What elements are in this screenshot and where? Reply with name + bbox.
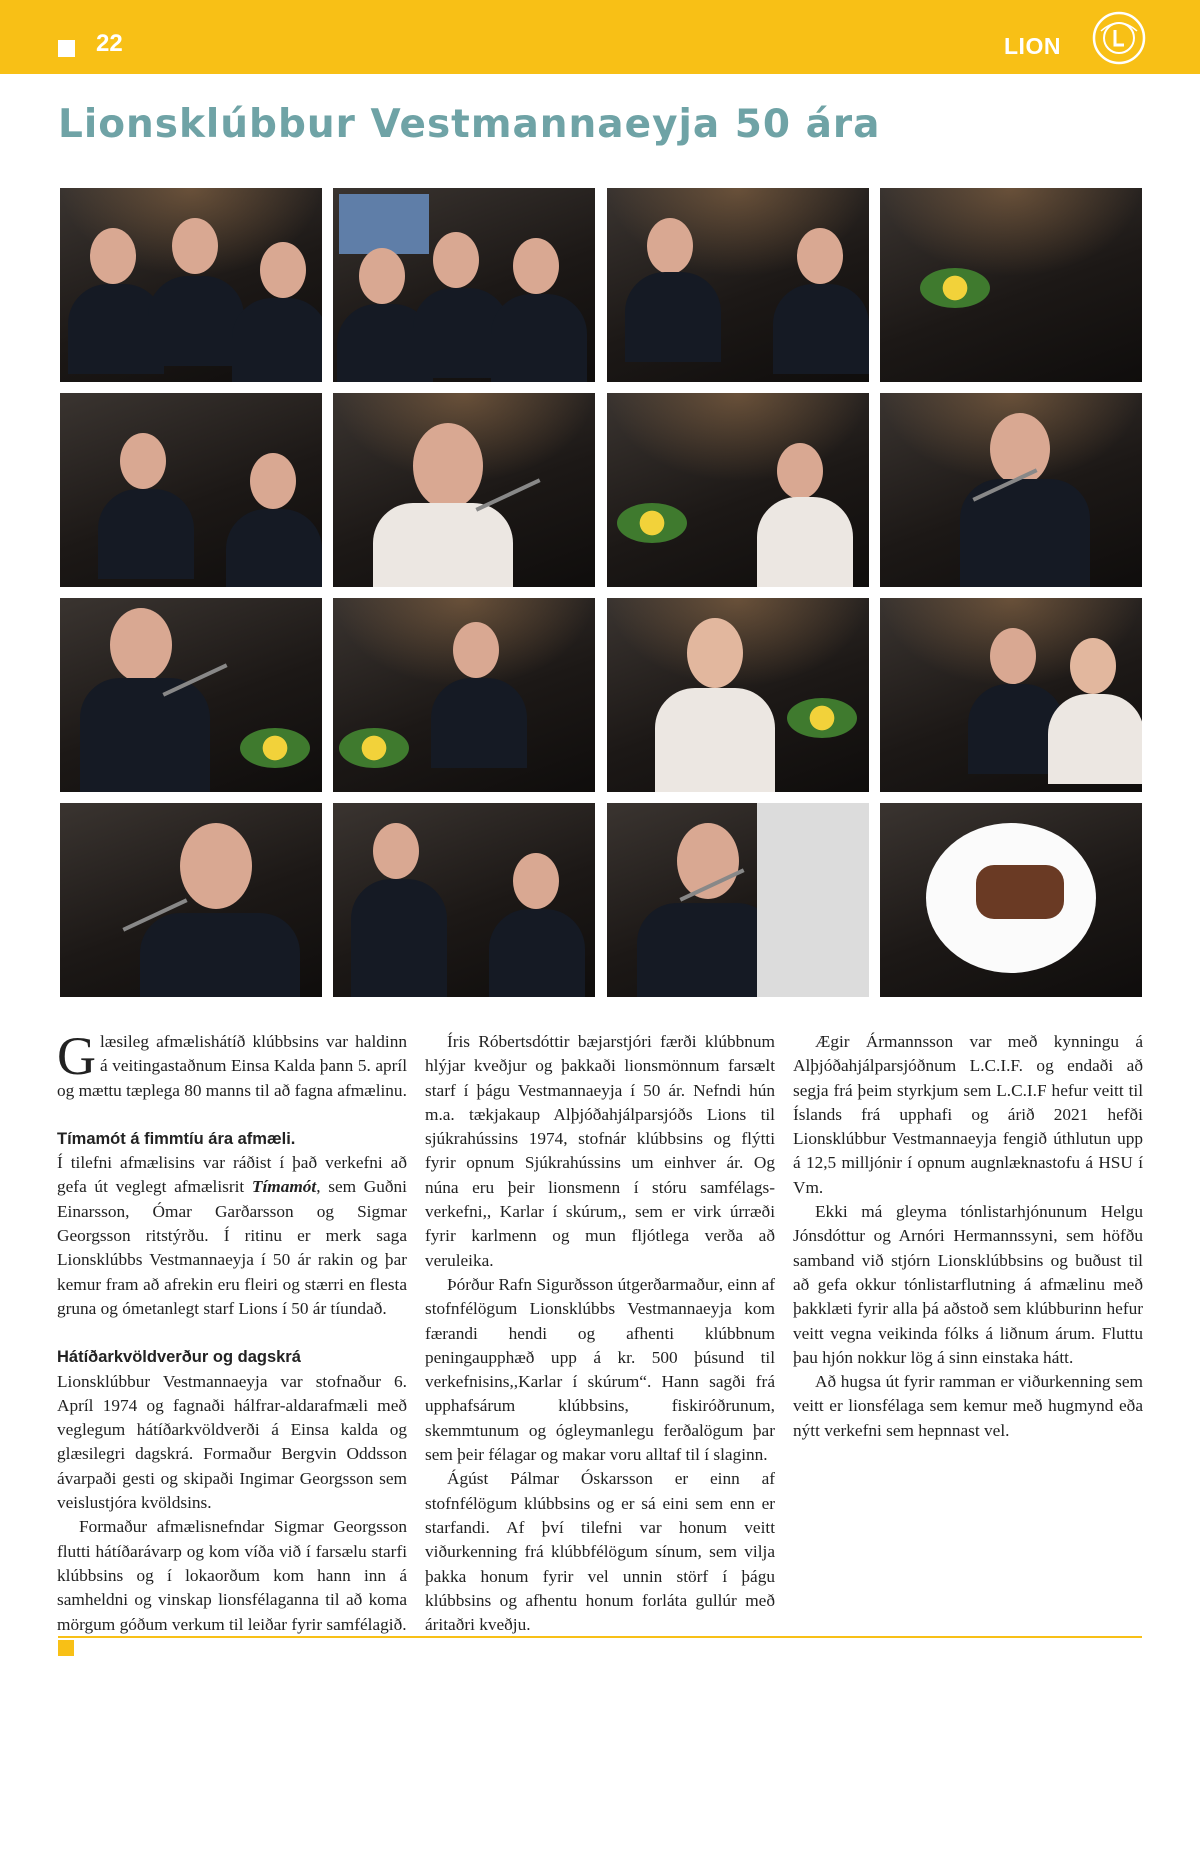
music-paragraph: Ekki má gleyma tónlistarhjónunum Helgu Jónsdóttur og Arnóri Hermannssyni, sem höfðu samband við stjórn Lionsklúbbsins og buðust til að gefa okkur tónlistarflutning á afmælinu með þakklæti fyrir alla þá aðstoð sem klúbburinn hefur veitt vegna veikinda fólks á liðnum árum. Fluttu þau hjón nokkur lög á sinn einstaka hátt.: [793, 1202, 1143, 1367]
photo-guests-seated: [60, 393, 322, 587]
page-number: 22: [96, 30, 123, 57]
lions-club-logo-icon: [1092, 11, 1146, 65]
header-square-icon: [58, 40, 75, 57]
photo-food-plate: [880, 803, 1142, 997]
intro-paragraph: [57, 1026, 407, 1103]
footer-square-icon: [58, 1640, 74, 1656]
photo-speaker-glasses: [60, 598, 322, 792]
mayor-paragraph: Íris Róbertsdóttir bæjarstjóri færði klúbbnum hlýjar kveðjur og þakkaði lionsmönnum farsælt starf í þágu Vestmannaeyja í 50 ár. Nefndi hún m.a. tækjakaup Alþjóðahjálparsjóðs Lions til sjúkrahússins 1974, stofnár klúbbsins og flýtti fyrir opnum Sjúkrahússins um einhver ár. Og núna eru þeir lionsmenn í stóru samfélags-verkefni,, Karlar í skúrum,, sem er virk úrræði fyrir karlmenn og mun fljótlega verða að veruleika.: [425, 1032, 775, 1270]
award-paragraph: Að hugsa út fyrir ramman er viðurkenning sem veitt er lionsfélaga sem kemur með hugmynd eða nýtt verkefni sem hepnnast vel.: [793, 1372, 1143, 1440]
article-title: Lionsklúbbur Vestmannaeyja 50 ára: [58, 102, 881, 147]
section2-paragraph-2: Formaður afmælisnefndar Sigmar Georgsson flutti hátíðarávarp og kom víða við í farsælu starfi klúbbsins og í lokaorðum kom hann inn á samheldni og vinskap lionsfélaganna til að koma mörgum góðum verkum til leiðar fyrir samfélagið.: [57, 1517, 407, 1634]
photo-chef-at-podium: [607, 393, 869, 587]
photo-men-at-dinner: [333, 188, 595, 382]
founder-paragraph: Ágúst Pálmar Óskarsson er einn af stofnfélögum klúbbsins og er sá eini sem enn er starfandi. Af því tilefni var honum veitt viðurkenning frá klúbbfélögum sínum, sem vilja þakka honum fyrir vel unnin störf í þágu klúbbsins og afhentu honum forláta gullúr með áritaðri kveðju.: [425, 1469, 775, 1635]
section-heading-milestones: Tímamót á fimmtíu ára afmæli.: [57, 1129, 296, 1148]
magazine-brand: LION: [1004, 33, 1061, 59]
photo-long-table: [607, 188, 869, 382]
photo-presentation: [880, 598, 1142, 792]
book-title: Tímamót: [251, 1177, 317, 1197]
photo-grid: [60, 188, 1142, 1000]
photo-guests-table: [60, 188, 322, 382]
donation-paragraph: Þórður Rafn Sigurðsson útgerðarmaður, einn af stofnfélögum Lionsklúbbs Vestmannaeyja kom færandi hendi og afhenti klúbbnum peningaupphæð upp á kr. 500 þúsund til verkefnisins,,Karlar í skúrum“. Hann sagði frá upphafsárum klúbbsins, fiskiróðrunum, skemmtunum og ógleymanlegu ferðalögum þar sem þeir félagar og makar voru alltaf til í slaginn.: [425, 1274, 775, 1465]
photo-man-with-picture: [607, 803, 869, 997]
article-column-3: [793, 1030, 1143, 1443]
photo-speaker-tie: [880, 393, 1142, 587]
drop-cap: G: [57, 1026, 96, 1086]
article-column-1: [57, 1026, 407, 1875]
photo-dining-hall: [880, 188, 1142, 382]
lcif-paragraph: Ægir Ármannsson var með kynningu á Alþjóðahjálparsjóðnum L.C.I.F. og endaði að segja frá þeim styrkjum sem L.C.I.F hefur veitt til Íslands frá upphafi og árið 2021 hefði Lionsklúbbur Vestmannaeyja fengið úthlutun upp á 12,5 milljónir í opnum augnlæknastofu á HSU í Vm.: [793, 1032, 1143, 1197]
page-header: [0, 0, 1200, 74]
photo-older-man-mic: [60, 803, 322, 997]
photo-handshake: [333, 803, 595, 997]
photo-chef-speaking: [333, 393, 595, 587]
article-column-2: [425, 1030, 775, 1637]
photo-woman-speaker: [607, 598, 869, 792]
photo-elder-speaker: [333, 598, 595, 792]
footer-rule: [58, 1636, 1142, 1638]
section2-paragraph-1: Lionsklúbbur Vestmannaeyja var stofnaður 6. Apríl 1974 og fagnaði hálfrar-aldarafmæli með veglegum hátíðarkvöldverði á Einsa kalda og glæsilegri dagskrá. Formaður Bergvin Oddsson ávarpaði gesti og skipaði Ingimar Georgsson sem veislustjóra kvöldsins.: [57, 1371, 407, 1513]
section-heading-dinner: Hátíðarkvöldverður og dagskrá: [57, 1348, 301, 1367]
section1-paragraph: Í tilefni afmælisins var ráðist í það verkefni að gefa út veglegt afmælisrit Tímamót, sem Guðni Einarsson, Ómar Garðarsson og Sigmar Georgsson ritstýrðu. Í ritinu er merk saga Lionsklúbbs Vestmannaeyja í 50 ár rakin og þar kemur fram að afrekin eru fleiri og stærri en flesta gruna og ómetanlegt starf Lions í 50 ár tíundað.: [57, 1153, 407, 1318]
intro-text: læsileg afmælishátíð klúbbsins var haldinn á veitingastaðnum Einsa Kalda þann 5. apríl og mættu tæplega 80 manns til að fagna afmælinu.: [57, 1032, 407, 1100]
